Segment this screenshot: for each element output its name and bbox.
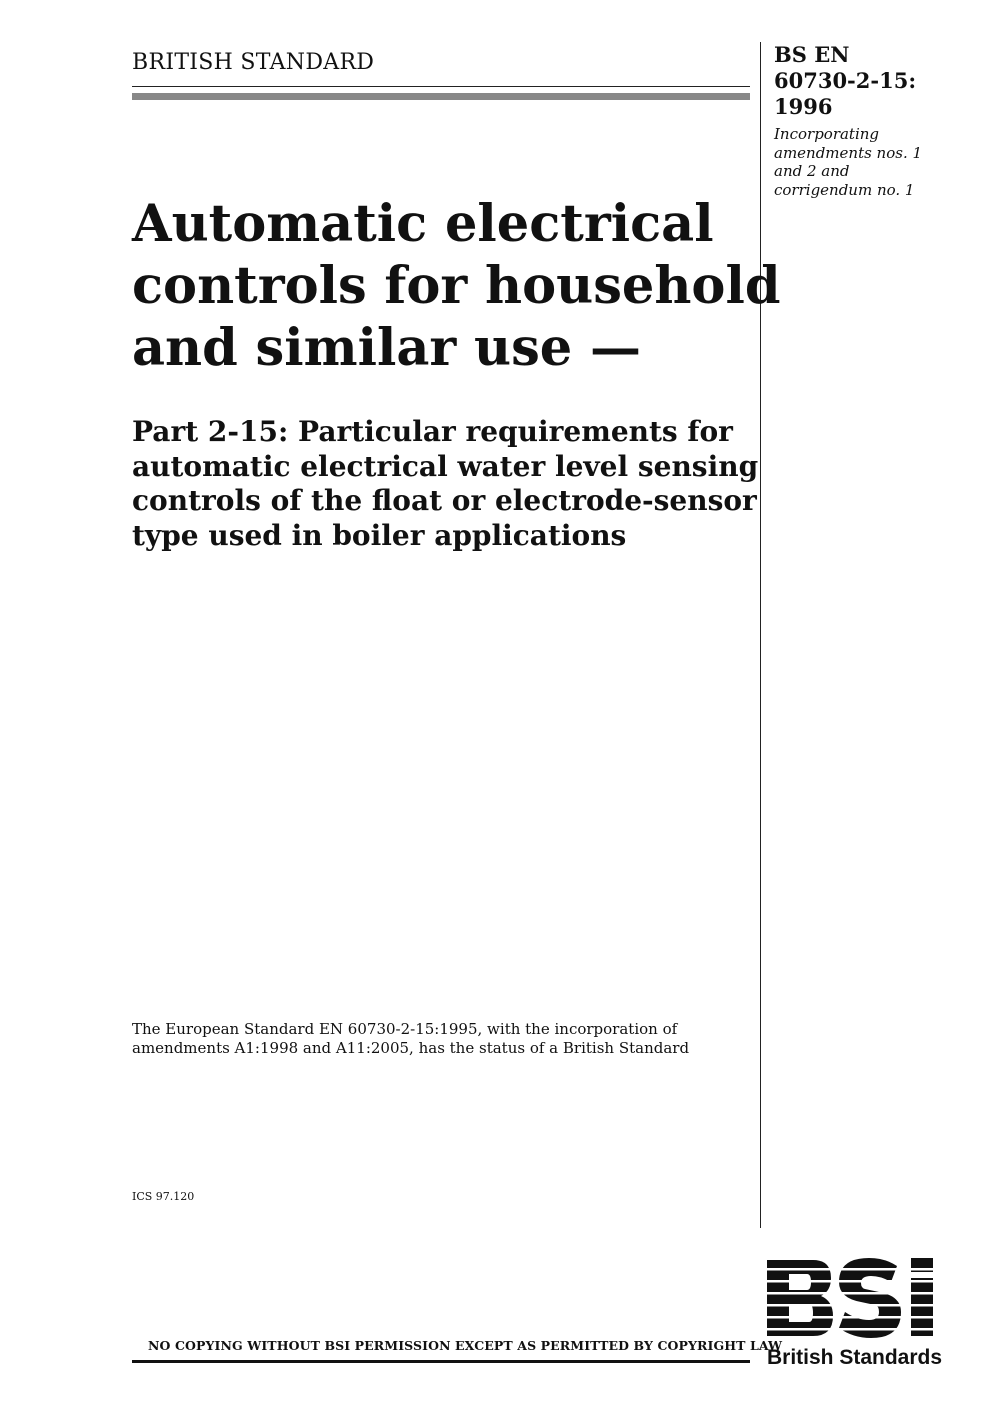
part-title-line: type used in boiler applications bbox=[132, 518, 627, 552]
part-title-line: automatic electrical water level sensing bbox=[132, 449, 759, 483]
main-title-line: and similar use — bbox=[132, 318, 642, 378]
standard-number-line: 1996 bbox=[774, 94, 833, 119]
status-statement-line: The European Standard EN 60730-2-15:1995, with the incorporation of bbox=[132, 1020, 678, 1038]
bsi-caption: British Standards bbox=[767, 1346, 943, 1369]
copyright-rule bbox=[132, 1360, 750, 1363]
vertical-divider bbox=[760, 42, 761, 1228]
standard-number-line: 60730-2-15: bbox=[774, 68, 917, 93]
part-title-line: Part 2-15: Particular requirements for bbox=[132, 415, 733, 448]
status-statement-line: amendments A1:1998 and A11:2005, has the status of a British Standard bbox=[132, 1039, 690, 1057]
main-title bbox=[132, 193, 781, 379]
status-statement bbox=[132, 1020, 752, 1058]
ics-code: ICS 97.120 bbox=[132, 1190, 195, 1203]
bsi-logo-icon bbox=[765, 1258, 947, 1370]
copyright-notice: NO COPYING WITHOUT BSI PERMISSION EXCEPT AS PERMITTED BY COPYRIGHT LAW bbox=[148, 1338, 783, 1353]
document-series-label: BRITISH STANDARD bbox=[132, 50, 375, 75]
amendment-note-line: Incorporating bbox=[774, 125, 880, 143]
part-title bbox=[132, 415, 759, 553]
amendment-note-line: corrigendum no. 1 bbox=[774, 180, 915, 199]
header-rule-thin bbox=[132, 86, 750, 87]
amendment-note-line: amendments nos. 1 bbox=[774, 143, 923, 162]
standard-number bbox=[774, 42, 974, 120]
main-title-line: controls for household bbox=[132, 256, 781, 316]
main-title-line: Automatic electrical bbox=[132, 194, 714, 254]
amendment-note bbox=[774, 125, 974, 199]
standard-number-line: BS EN bbox=[774, 42, 850, 67]
part-title-line: controls of the float or electrode-sensor bbox=[132, 484, 757, 517]
amendment-note-line: and 2 and bbox=[774, 162, 850, 180]
header-rule-thick bbox=[132, 93, 750, 100]
